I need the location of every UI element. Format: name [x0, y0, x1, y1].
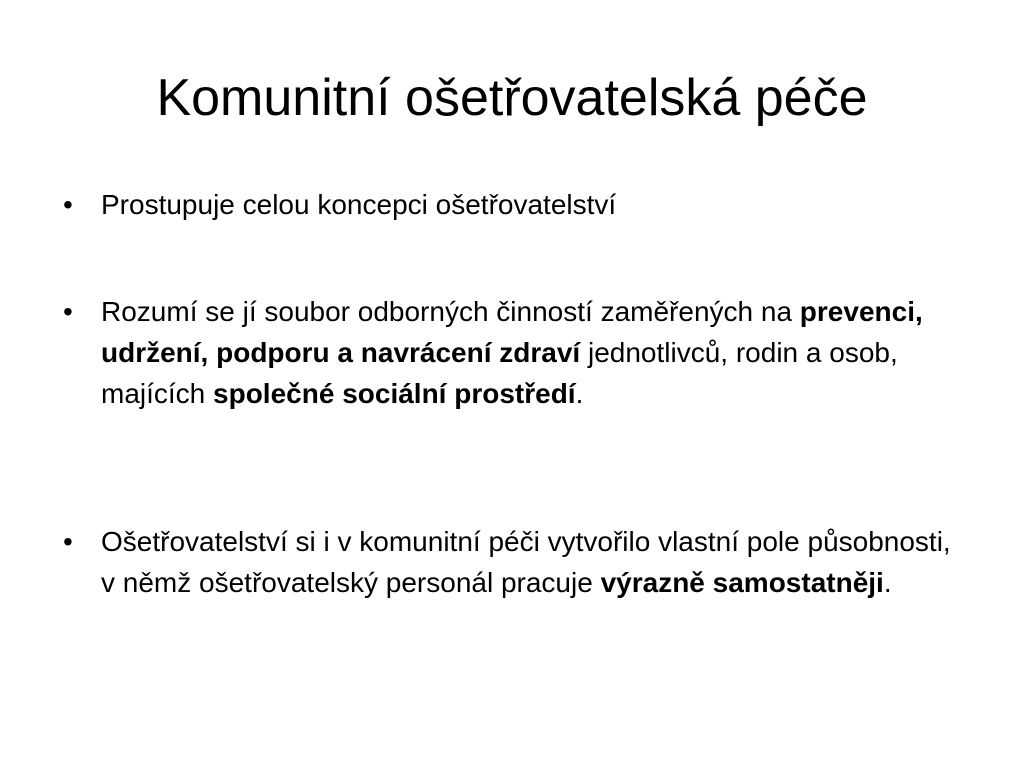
- bullet-item: [63, 184, 961, 225]
- bullet-point-icon: •: [63, 526, 73, 557]
- bullet-emphasis: společné sociální prostředí: [213, 378, 576, 409]
- bullet-text: Rozumí se jí soubor odborných činností zaměřených na: [101, 296, 800, 327]
- slide-title: Komunitní ošetřovatelská péče: [156, 69, 868, 127]
- bullet-item: [63, 521, 961, 603]
- bullet-emphasis: výrazně samostatněji: [600, 567, 884, 598]
- bullet-text: .: [575, 378, 584, 409]
- bullet-point-icon: •: [63, 189, 73, 220]
- bullet-item: [63, 291, 961, 414]
- bullet-text: Prostupuje celou koncepci ošetřovatelství: [101, 189, 617, 220]
- bullet-point-icon: •: [63, 296, 73, 327]
- bullet-text: .: [883, 567, 892, 598]
- bullet-text: jednotlivců, rodin a osob, majících: [101, 337, 898, 409]
- bullet-text: Ošetřovatelství si i v komunitní péči vytvořilo vlastní pole působnosti, v němž ošetřovatelský personál pracuje: [101, 526, 951, 598]
- bullet-emphasis: prevenci, udržení, podporu a navrácení zdraví: [101, 296, 923, 368]
